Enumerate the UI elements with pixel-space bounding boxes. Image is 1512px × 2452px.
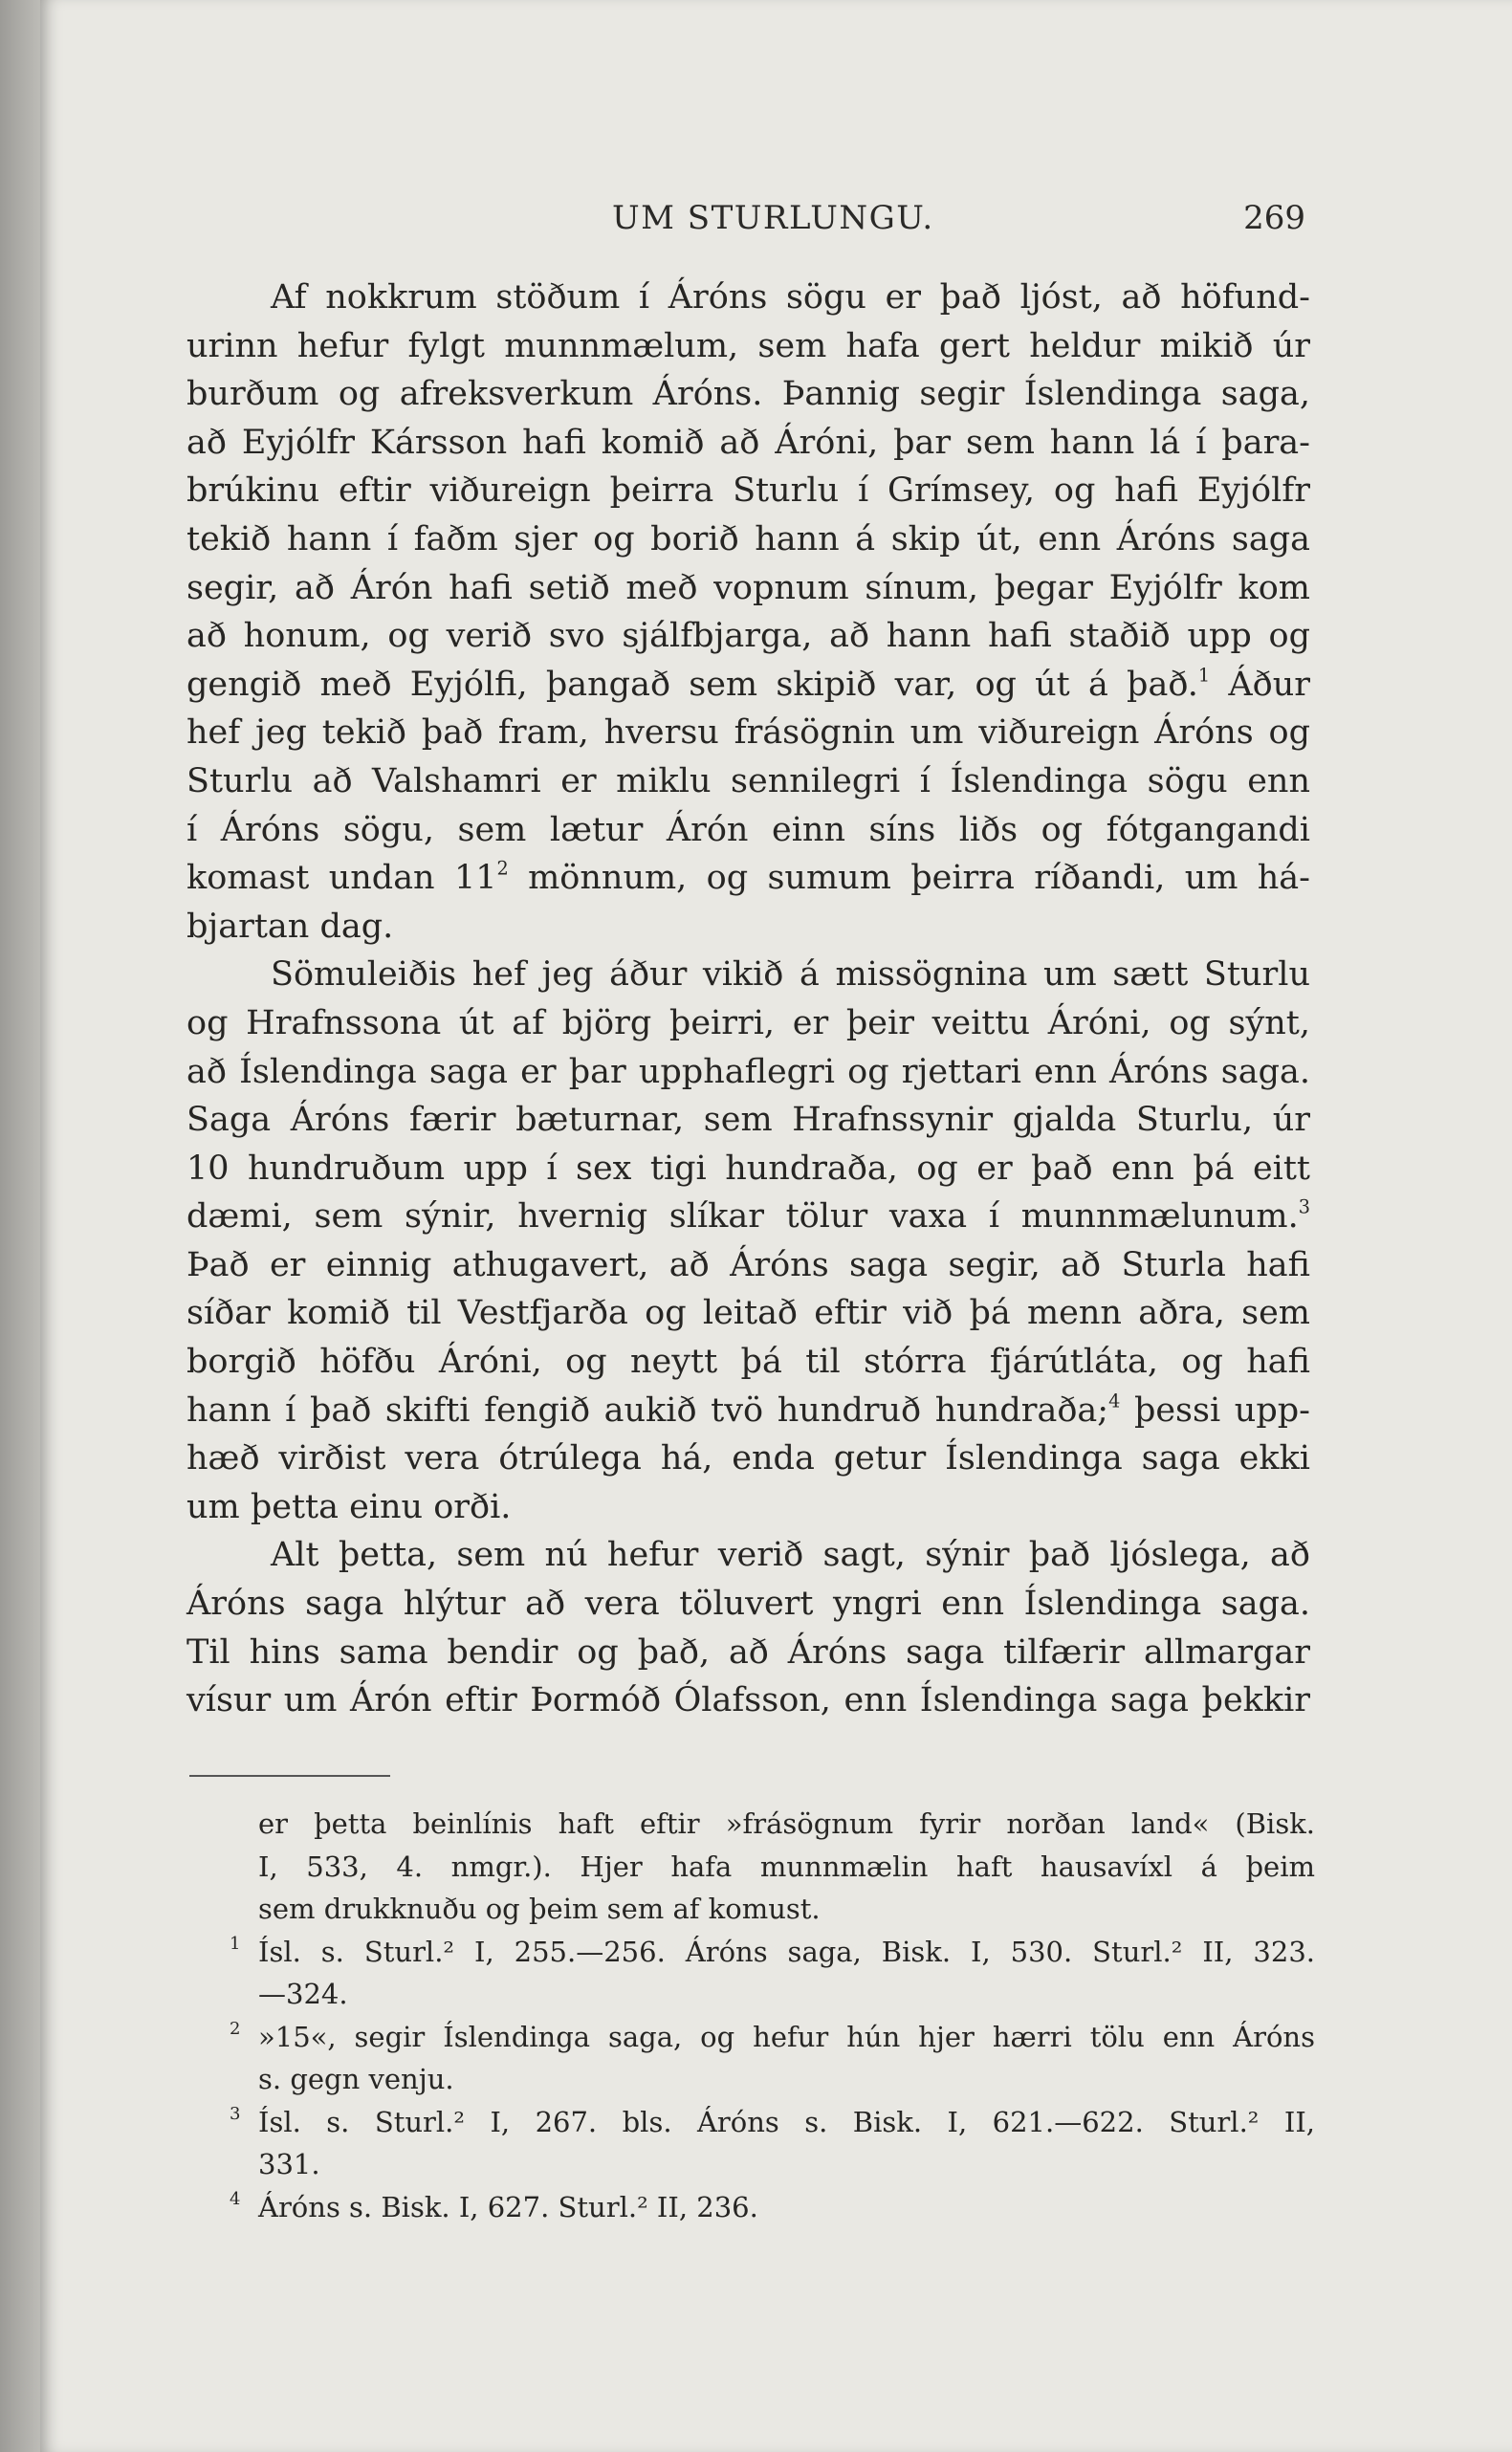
text-line <box>186 564 1310 613</box>
footnote-number: 3 <box>230 2103 241 2124</box>
text-line <box>186 661 1310 710</box>
text-line <box>186 1531 1310 1580</box>
line-text: komast undan 11 <box>186 859 497 898</box>
text-line <box>186 1241 1310 1290</box>
line-text: dæmi, sem sýnir, hvernig slíkar tölur vaxa í munnmælunum. <box>186 1197 1299 1237</box>
line-text: að honum, og verið svo sjálfbjarga, að hann hafi staðið upp og <box>186 617 1310 656</box>
footnote-ref: 1 <box>1197 664 1211 687</box>
text-line <box>186 1193 1310 1241</box>
line-text: í Áróns sögu, sem lætur Árón einn síns liðs og fótgangandi <box>186 810 1310 849</box>
line-text: hef jeg tekið það fram, hversu frásögnin um viðureign Áróns og <box>186 713 1310 753</box>
text-line <box>186 903 1310 952</box>
text-line <box>186 1096 1310 1145</box>
text-line <box>186 274 1310 322</box>
footnote-line <box>258 1888 1315 1931</box>
footnote-line <box>258 1846 1315 1889</box>
line-text: Saga Áróns færir bæturnar, sem Hrafnssynir gjalda Sturlu, úr <box>186 1101 1310 1140</box>
text-line <box>186 757 1310 806</box>
line-text: Það er einnig athugavert, að Áróns saga segir, að Sturla hafi <box>186 1245 1310 1284</box>
text-line <box>186 709 1310 757</box>
footnote-line <box>230 2101 1315 2144</box>
line-text: Alt þetta, sem nú hefur verið sagt, sýnir það ljóslega, að <box>271 1536 1310 1575</box>
text-line <box>186 1434 1310 1483</box>
text-line <box>186 1048 1310 1097</box>
footnote-line <box>258 2143 1315 2186</box>
text-line <box>186 419 1310 468</box>
line-text: hann í það skifti fengið aukið tvö hundruð hundraða; <box>186 1390 1109 1430</box>
line-text: segir, að Árón hafi setið með vopnum sínum, þegar Eyjólfr kom <box>186 568 1310 607</box>
text-line <box>186 1580 1310 1629</box>
line-text: að Íslendinga saga er þar upphaflegri og rjettari enn Áróns saga. <box>186 1052 1310 1091</box>
line-text: hæð virðist vera ótrúlega há, enda getur Íslendinga saga ekki <box>186 1439 1310 1478</box>
footnote-ref: 2 <box>496 857 509 880</box>
line-text-continued: þessi upp- <box>1120 1390 1310 1430</box>
main-text <box>186 274 1310 1725</box>
text-line <box>186 1289 1310 1338</box>
text-line <box>186 612 1310 661</box>
line-text: Sömuleiðis hef jeg áður vikið á missögnina um sætt Sturlu <box>271 955 1310 995</box>
line-text: brúkinu eftir viðureign þeirra Sturlu í Grímsey, og hafi Eyjólfr <box>186 471 1310 511</box>
text-line <box>186 854 1310 903</box>
footnote-text: I, 533, 4. nmgr.). Hjer hafa munnmælin haft hausavíxl á þeim <box>258 1850 1315 1883</box>
footnote-text: s. gegn venju. <box>258 2063 454 2095</box>
footnotes <box>230 1803 1315 2228</box>
footnote-number: 1 <box>230 1933 241 1954</box>
line-text: 10 hundruðum upp í sex tigi hundraða, og er það enn þá eitt <box>186 1149 1310 1188</box>
text-line <box>186 515 1310 564</box>
footnote-line <box>258 2058 1315 2101</box>
line-text: bjartan dag. <box>186 907 394 946</box>
footnote-rule <box>189 1775 390 1777</box>
footnote-number: 4 <box>230 2188 241 2209</box>
footnote-text: —324. <box>258 1978 348 2010</box>
text-line <box>186 999 1310 1048</box>
line-text: Af nokkrum stöðum í Áróns sögu er það ljóst, að höfund- <box>271 278 1310 317</box>
text-line <box>186 1629 1310 1677</box>
running-title: UM STURLUNGU. <box>612 199 934 237</box>
footnote-ref: 3 <box>1298 1195 1310 1218</box>
text-line <box>186 1483 1310 1532</box>
line-text: Til hins sama bendir og það, að Áróns saga tilfærir allmargar <box>186 1632 1310 1672</box>
footnote-line <box>230 2016 1315 2059</box>
footnote-text: sem drukknuðu og þeim sem af komust. <box>258 1893 821 1925</box>
line-text: síðar komið til Vestfjarða og leitað eftir við þá menn aðra, sem <box>186 1294 1310 1333</box>
line-text: gengið með Eyjólfi, þangað sem skipið var, og út á það. <box>186 665 1198 704</box>
footnote-text: 331. <box>258 2148 320 2180</box>
text-line <box>186 370 1310 419</box>
line-text-continued: mönnum, og sumum þeirra ríðandi, um há- <box>508 859 1311 898</box>
footnote-ref: 4 <box>1108 1390 1121 1412</box>
line-text: Áróns saga hlýtur að vera töluvert yngri enn Íslendinga saga. <box>186 1585 1310 1624</box>
page-number: 269 <box>1243 199 1305 237</box>
footnote-text: »15«, segir Íslendinga saga, og hefur hún hjer hærri tölu enn Áróns <box>258 2020 1315 2053</box>
line-text: tekið hann í faðm sjer og borið hann á skip út, enn Áróns saga <box>186 519 1310 558</box>
text-line <box>186 467 1310 515</box>
line-text: að Eyjólfr Kársson hafi komið að Áróni, þar sem hann lá í þara- <box>186 423 1310 462</box>
footnote-line <box>258 1973 1315 2016</box>
footnote-text: er þetta beinlínis haft eftir »frásögnum fyrir norðan land« (Bisk. <box>258 1807 1315 1840</box>
footnote-text: Ísl. s. Sturl.² I, 267. bls. Áróns s. Bisk. I, 621.—622. Sturl.² II, <box>258 2105 1315 2138</box>
footnote-line <box>258 1803 1315 1846</box>
line-text: Sturlu að Valshamri er miklu sennilegri í Íslendinga sögu enn <box>186 761 1310 800</box>
line-text: og Hrafnssona út af björg þeirri, er þeir veittu Áróni, og sýnt, <box>186 1003 1310 1042</box>
footnote-number: 2 <box>230 2018 241 2039</box>
text-line <box>186 322 1310 371</box>
footnote-text: Áróns s. Bisk. I, 627. Sturl.² II, 236. <box>258 2190 758 2223</box>
text-line <box>186 1145 1310 1193</box>
line-text: um þetta einu orði. <box>186 1487 512 1526</box>
text-line <box>186 1338 1310 1387</box>
footnote-text: Ísl. s. Sturl.² I, 255.—256. Áróns saga, Bisk. I, 530. Sturl.² II, 323. <box>258 1935 1315 1968</box>
text-line <box>186 806 1310 855</box>
footnote-line <box>230 2186 1315 2229</box>
footnote-line <box>230 1931 1315 1974</box>
text-line <box>186 1676 1310 1725</box>
line-text: vísur um Árón eftir Þormóð Ólafsson, enn Íslendinga saga þekkir <box>186 1681 1310 1720</box>
running-header <box>186 199 1305 247</box>
line-text-continued: Áður <box>1210 665 1310 704</box>
text-line <box>186 951 1310 999</box>
text-line <box>186 1387 1310 1435</box>
line-text: borgið höfðu Áróni, og neytt þá til stórra fjárútláta, og hafi <box>186 1343 1310 1382</box>
page-binding-edge <box>0 0 40 2452</box>
line-text: burðum og afreksverkum Áróns. Þannig segir Íslendinga saga, <box>186 375 1310 414</box>
line-text: urinn hefur fylgt munnmælum, sem hafa gert heldur mikið úr <box>186 326 1310 365</box>
